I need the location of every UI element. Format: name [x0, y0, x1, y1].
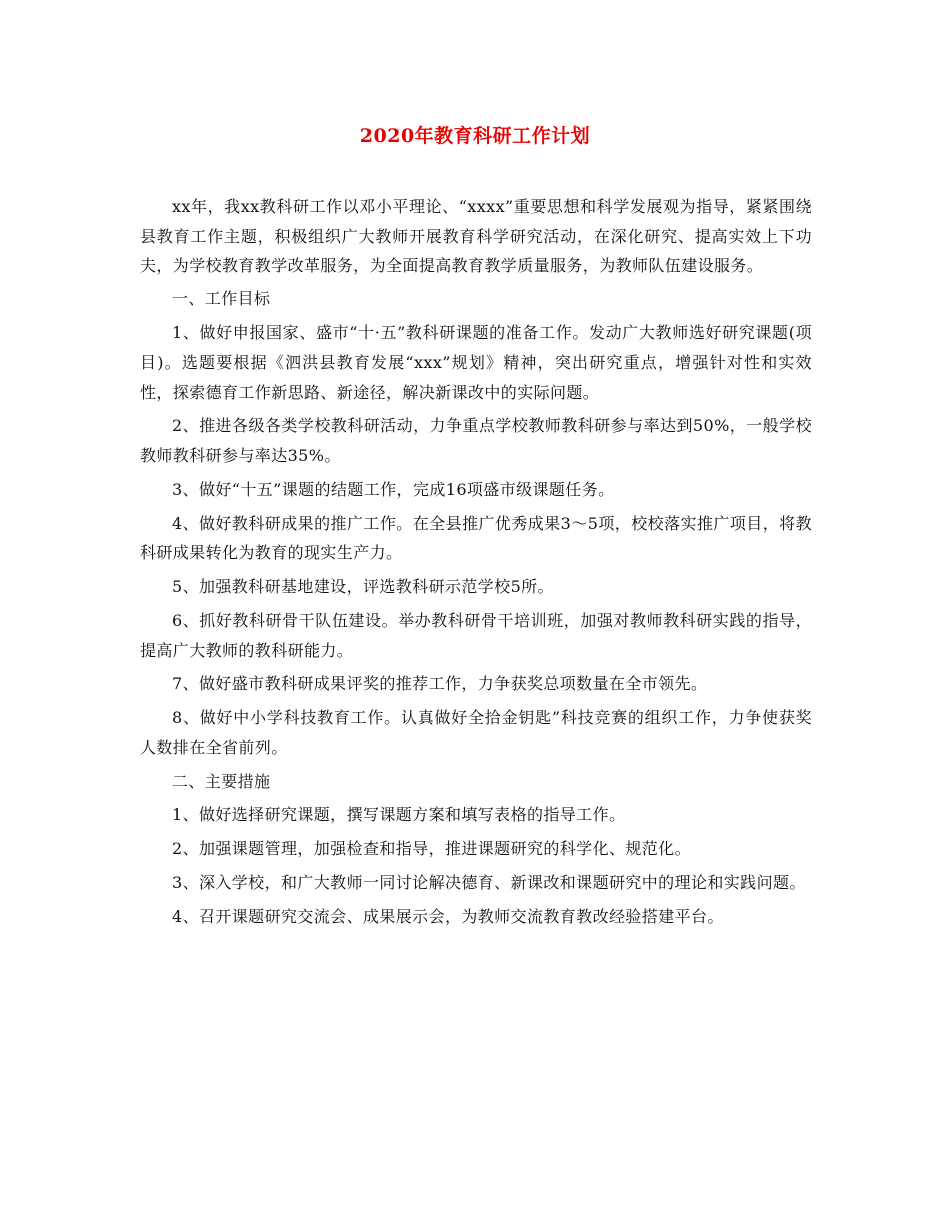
goal-item-4: 4、做好教科研成果的推广工作。在全县推广优秀成果3～5项，校校落实推广项目，将教科研成果转化为教育的现实生产力。 [140, 513, 812, 563]
goal-item-2: 2、推进各级各类学校教科研活动，力争重点学校教师教科研参与率达到50%，一般学校教师教科研参与率达35%。 [140, 416, 812, 465]
document-title: 2020年教育科研工作计划 [359, 125, 591, 147]
measure-item-1: 1、做好选择研究课题，撰写课题方案和填写表格的指导工作。 [172, 805, 626, 825]
measure-item-4: 4、召开课题研究交流会、成果展示会，为教师交流教育教改经验搭建平台。 [172, 906, 724, 926]
section-heading-measures: 二、主要措施 [172, 771, 271, 791]
intro-paragraph: xx年，我xx教科研工作以邓小平理论、“xxxx”重要思想和科学发展观为指导，紧紧围绕县教育工作主题，积极组织广大教师开展教育科学研究活动，在深化研究、提高实效上下功夫，为学校教育教学改革服务，为全面提高教育教学质量服务，为教师队伍建设服务。 [140, 197, 812, 276]
goal-item-3: 3、做好“十五”课题的结题工作，完成16项盛市级课题任务。 [172, 479, 615, 499]
goal-item-5: 5、加强教科研基地建设，评选教科研示范学校5所。 [172, 577, 554, 597]
goal-item-1: 1、做好申报国家、盛市“十·五”教科研课题的准备工作。发动广大教师选好研究课题(项目)。选题要根据《泗洪县教育发展“xxx”规划》精神，突出研究重点，增强针对性和实效性，探索德育工作新思路、新途径，解决新课改中的实际问题。 [140, 323, 812, 402]
section-heading-goals: 一、工作目标 [172, 289, 271, 309]
goal-item-6: 6、抓好教科研骨干队伍建设。举办教科研骨干培训班，加强对教师教科研实践的指导，提高广大教师的教科研能力。 [140, 610, 812, 660]
document-body [140, 192, 812, 936]
measure-item-3: 3、深入学校，和广大教师一同讨论解决德育、新课改和课题研究中的理论和实践问题。 [172, 873, 806, 893]
measure-item-2: 2、加强课题管理，加强检查和指导，推进课题研究的科学化、规范化。 [172, 839, 691, 859]
goal-item-8: 8、做好中小学科技教育工作。认真做好全拾金钥匙”科技竞赛的组织工作，力争使获奖人数排在全省前列。 [140, 708, 812, 757]
goal-item-7: 7、做好盛市教科研成果评奖的推荐工作，力争获奖总项数量在全市领先。 [172, 674, 708, 694]
